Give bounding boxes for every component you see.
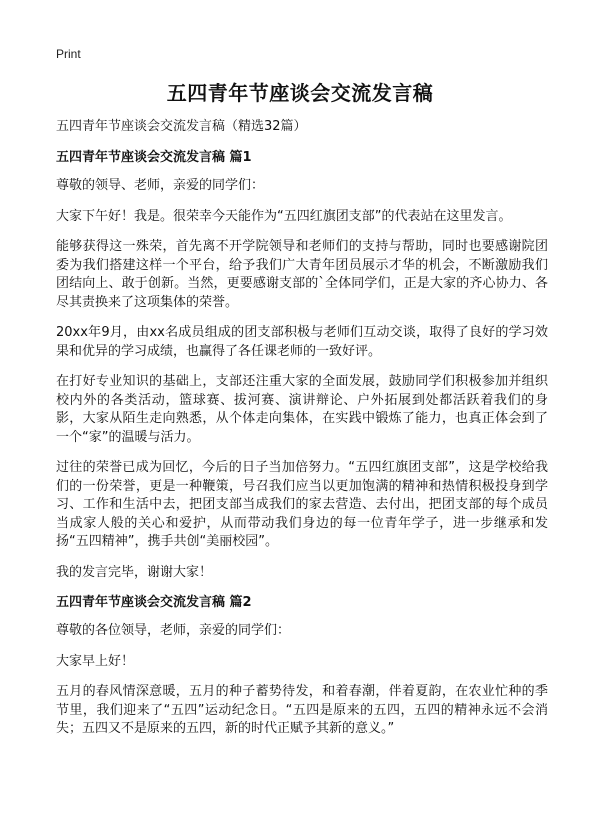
paragraph: 能够获得这一殊荣，首先离不开学院领导和老师们的支持与帮助，同时也要感谢院团委为我们搭建这样一个平台，给予我们广大青年团员展示才华的机会，不断激励我们团结向上、敢于创新。当然，更要感谢支部的`全体同学们，正是大家的齐心协力、各尽其责换来了这项集体的荣誉。 bbox=[56, 239, 548, 310]
paragraph: 20xx年9月，由xx名成员组成的团支部积极与老师们互动交谈，取得了良好的学习效果和优异的学习成绩，也赢得了各任课老师的一致好评。 bbox=[56, 325, 548, 359]
document-title: 五四青年节座谈会交流发言稿 bbox=[166, 81, 434, 105]
paragraph: 在打好专业知识的基础上，支部还注重大家的全面发展，鼓励同学们积极参加并组织校内外的各类活动，篮球赛、拔河赛、演讲辩论、户外拓展到处都活跃着我们的身影，大家从陌生走向熟悉，从个体走向集体，在实践中锻炼了能力，也真正体会到了一个“家”的温暖与活力。 bbox=[56, 374, 548, 445]
paragraph: 尊敬的领导、老师，亲爱的同学们： bbox=[56, 178, 265, 193]
paragraph: 大家下午好！我是。很荣幸今天能作为“五四红旗团支部”的代表站在这里发言。 bbox=[56, 208, 512, 224]
section-2 bbox=[56, 594, 548, 739]
paragraph: 大家早上好！ bbox=[56, 653, 135, 669]
document-subtitle: 五四青年节座谈会交流发言稿（精选32篇） bbox=[56, 119, 307, 134]
print-link[interactable]: Print bbox=[56, 47, 81, 61]
paragraph: 我的发言完毕，谢谢大家！ bbox=[56, 564, 213, 580]
section-1 bbox=[56, 149, 548, 582]
section-heading: 五四青年节座谈会交流发言稿 篇2 bbox=[56, 595, 252, 610]
paragraph: 五月的春风情深意暖，五月的种子蓄势待发，和着春潮，伴着夏韵，在农业忙种的季节里，我们迎来了“五四”运动纪念日。“五四是原来的五四，五四的精神永远不会消失；五四又不是原来的五四，新的时代正赋予其新的意义。” bbox=[56, 684, 548, 736]
section-heading: 五四青年节座谈会交流发言稿 篇1 bbox=[56, 150, 252, 165]
document-body bbox=[56, 118, 548, 751]
paragraph: 尊敬的各位领导，老师，亲爱的同学们： bbox=[56, 623, 291, 638]
paragraph: 过往的荣誉已成为回忆，今后的日子当加倍努力。“五四红旗团支部”，这是学校给我们的一份荣誉，更是一种鞭策，号召我们应当以更加饱满的精神和热情积极投身到学习、工作和生活中去，把团支部当成我们的家去营造、去付出，把团支部的每个成员当成家人般的关心和爱护，从而带动我们身边的每一位青年学子，进一步继承和发扬“五四精神”，携手共创“美丽校园”。 bbox=[56, 460, 548, 549]
